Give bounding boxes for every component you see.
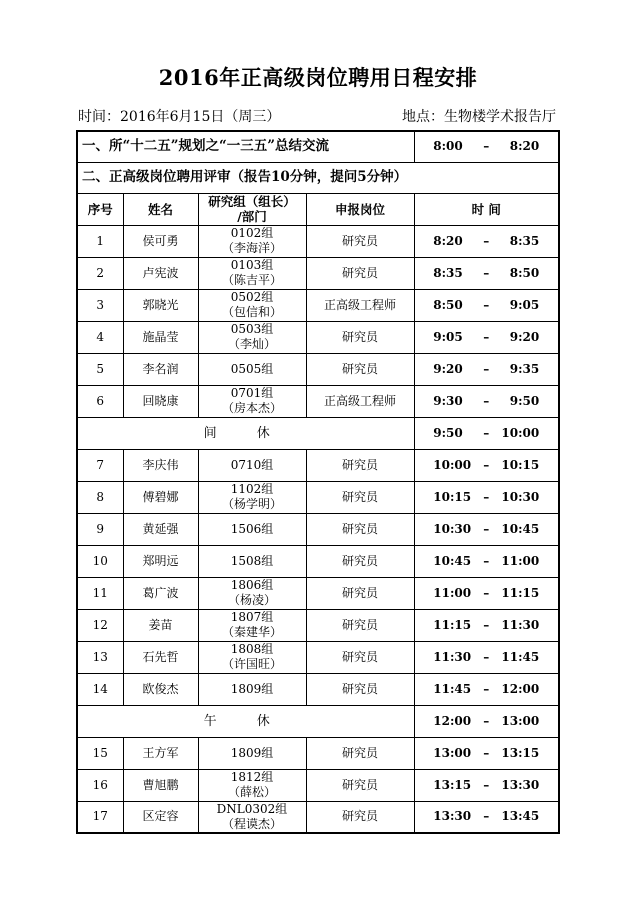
meeting-location: 地点：生物楼学术报告厅 — [402, 109, 556, 125]
row-no: 10 — [77, 545, 123, 577]
row-group — [198, 673, 306, 705]
row-time: 9:05 – 9:20 — [414, 321, 559, 353]
table-row — [77, 481, 559, 513]
section-time-summary: 8:00 – 8:20 — [414, 131, 559, 162]
row-time: 10:30 – 10:45 — [414, 513, 559, 545]
row-name: 王方军 — [123, 737, 198, 769]
row-position: 研究员 — [306, 737, 414, 769]
row-position: 研究员 — [306, 609, 414, 641]
table-row — [77, 225, 559, 257]
row-position: 研究员 — [306, 225, 414, 257]
row-position: 研究员 — [306, 577, 414, 609]
row-no: 3 — [77, 289, 123, 321]
row-no: 17 — [77, 801, 123, 833]
row-group-code: 0502组 — [230, 290, 274, 304]
table-row — [77, 641, 559, 673]
row-position: 研究员 — [306, 801, 414, 833]
row-group-code: 1102组 — [230, 482, 274, 496]
row-group-code: 1806组 — [230, 578, 274, 592]
row-no: 12 — [77, 609, 123, 641]
row-group — [198, 545, 306, 577]
row-time: 8:50 – 9:05 — [414, 289, 559, 321]
table-row — [77, 769, 559, 801]
row-time: 11:30 – 11:45 — [414, 641, 559, 673]
break-row-rest-label: 间 休 — [77, 417, 414, 449]
row-position: 正高级工程师 — [306, 385, 414, 417]
row-name: 姜苗 — [123, 609, 198, 641]
row-group-code: 0503组 — [230, 322, 274, 336]
row-name: 葛广波 — [123, 577, 198, 609]
table-row — [77, 673, 559, 705]
row-group — [198, 257, 306, 289]
row-no: 13 — [77, 641, 123, 673]
row-group — [198, 737, 306, 769]
table-row — [77, 449, 559, 481]
row-group — [198, 449, 306, 481]
header-group: 研究组（组长） /部门 — [198, 193, 306, 225]
row-group-code: 1808组 — [230, 642, 274, 656]
row-group — [198, 353, 306, 385]
row-group-leader: （杨凌） — [227, 593, 276, 607]
row-group-leader: （包信和） — [221, 305, 282, 319]
table-row — [77, 385, 559, 417]
row-group-code: 1508组 — [230, 553, 274, 568]
row-time: 10:15 – 10:30 — [414, 481, 559, 513]
row-name: 郭晓光 — [123, 289, 198, 321]
row-name: 侯可勇 — [123, 225, 198, 257]
row-position: 研究员 — [306, 769, 414, 801]
row-name: 欧俊杰 — [123, 673, 198, 705]
row-no: 14 — [77, 673, 123, 705]
row-name: 李庆伟 — [123, 449, 198, 481]
row-group-leader: （程谟杰） — [221, 816, 282, 831]
row-time: 13:15 – 13:30 — [414, 769, 559, 801]
row-position: 研究员 — [306, 545, 414, 577]
row-no: 4 — [77, 321, 123, 353]
row-group-code: 0505组 — [230, 361, 274, 376]
table-row — [77, 801, 559, 833]
table-row — [77, 353, 559, 385]
section-row-review — [77, 162, 559, 193]
break-row-lunch-label: 午 休 — [77, 705, 414, 737]
section-title-summary: 一、所“十二五”规划之“一三五”总结交流 — [77, 131, 414, 162]
row-name: 郑明远 — [123, 545, 198, 577]
row-group-code: 1812组 — [230, 770, 274, 784]
row-group-leader: （陈吉平） — [221, 273, 282, 287]
row-no: 2 — [77, 257, 123, 289]
break-row-rest — [77, 417, 559, 449]
row-position: 研究员 — [306, 481, 414, 513]
schedule-table — [76, 130, 560, 834]
row-group-code: 1807组 — [230, 610, 274, 624]
row-position: 研究员 — [306, 513, 414, 545]
row-group — [198, 289, 306, 321]
table-row — [77, 257, 559, 289]
header-no: 序号 — [77, 193, 123, 225]
section-title-review: 二、正高级岗位聘用评审（报告10分钟，提问5分钟） — [77, 162, 559, 193]
row-group — [198, 769, 306, 801]
row-name: 石先哲 — [123, 641, 198, 673]
row-time: 9:20 – 9:35 — [414, 353, 559, 385]
header-time: 时 间 — [414, 193, 559, 225]
table-row — [77, 577, 559, 609]
row-group-leader: （许国旺） — [221, 657, 282, 671]
header-row — [77, 193, 559, 225]
row-time: 9:30 – 9:50 — [414, 385, 559, 417]
row-no: 16 — [77, 769, 123, 801]
table-row — [77, 737, 559, 769]
row-time: 13:00 – 13:15 — [414, 737, 559, 769]
row-name: 黄延强 — [123, 513, 198, 545]
row-name: 傅碧娜 — [123, 481, 198, 513]
row-name: 区定容 — [123, 801, 198, 833]
row-time: 13:30 – 13:45 — [414, 801, 559, 833]
row-name: 施晶莹 — [123, 321, 198, 353]
table-row — [77, 289, 559, 321]
row-group-leader: （薛松） — [227, 785, 276, 799]
row-group — [198, 801, 306, 833]
row-group-leader: （秦建华） — [221, 625, 282, 639]
row-no: 6 — [77, 385, 123, 417]
row-group — [198, 385, 306, 417]
row-time: 8:35 – 8:50 — [414, 257, 559, 289]
table-row — [77, 321, 559, 353]
row-group-leader: （李灿） — [227, 337, 276, 351]
row-group-leader: （李海洋） — [221, 241, 282, 255]
row-group-code: 1809组 — [230, 681, 274, 696]
row-group-code: 0103组 — [230, 258, 274, 272]
row-group — [198, 513, 306, 545]
row-name: 曹旭鹏 — [123, 769, 198, 801]
row-time: 8:20 – 8:35 — [414, 225, 559, 257]
break-row-lunch — [77, 705, 559, 737]
row-position: 研究员 — [306, 641, 414, 673]
row-group — [198, 609, 306, 641]
break-row-lunch-time: 12:00 – 13:00 — [414, 705, 559, 737]
row-no: 7 — [77, 449, 123, 481]
table-row — [77, 609, 559, 641]
header-name: 姓名 — [123, 193, 198, 225]
row-position: 研究员 — [306, 449, 414, 481]
row-group — [198, 481, 306, 513]
row-group-code: DNL0302组 — [216, 801, 288, 816]
row-time: 11:45 – 12:00 — [414, 673, 559, 705]
row-group-code: 0102组 — [230, 226, 274, 240]
row-group-code: 1809组 — [230, 745, 274, 760]
row-position: 正高级工程师 — [306, 289, 414, 321]
page-title: 2016年正高级岗位聘用日程安排 — [158, 65, 478, 90]
row-position: 研究员 — [306, 353, 414, 385]
row-time: 11:00 – 11:15 — [414, 577, 559, 609]
row-name: 卢宪波 — [123, 257, 198, 289]
row-group-code: 0710组 — [230, 457, 274, 472]
row-group — [198, 577, 306, 609]
row-time: 11:15 – 11:30 — [414, 609, 559, 641]
row-group — [198, 641, 306, 673]
row-name: 李名润 — [123, 353, 198, 385]
row-group-code: 1506组 — [230, 521, 274, 536]
row-group — [198, 321, 306, 353]
row-time: 10:00 – 10:15 — [414, 449, 559, 481]
row-time: 10:45 – 11:00 — [414, 545, 559, 577]
header-position: 申报岗位 — [306, 193, 414, 225]
row-group-code: 0701组 — [230, 386, 274, 400]
row-no: 15 — [77, 737, 123, 769]
row-no: 1 — [77, 225, 123, 257]
row-group-leader: （房本杰） — [221, 401, 282, 415]
meeting-time: 时间：2016年6月15日（周三） — [78, 109, 281, 125]
section-row-summary — [77, 131, 559, 162]
row-no: 9 — [77, 513, 123, 545]
row-no: 5 — [77, 353, 123, 385]
row-group — [198, 225, 306, 257]
row-no: 8 — [77, 481, 123, 513]
row-position: 研究员 — [306, 321, 414, 353]
table-row — [77, 545, 559, 577]
row-position: 研究员 — [306, 673, 414, 705]
row-no: 11 — [77, 577, 123, 609]
row-position: 研究员 — [306, 257, 414, 289]
break-row-rest-time: 9:50 – 10:00 — [414, 417, 559, 449]
row-group-leader: （杨学明） — [221, 497, 282, 511]
row-name: 回晓康 — [123, 385, 198, 417]
table-row — [77, 513, 559, 545]
